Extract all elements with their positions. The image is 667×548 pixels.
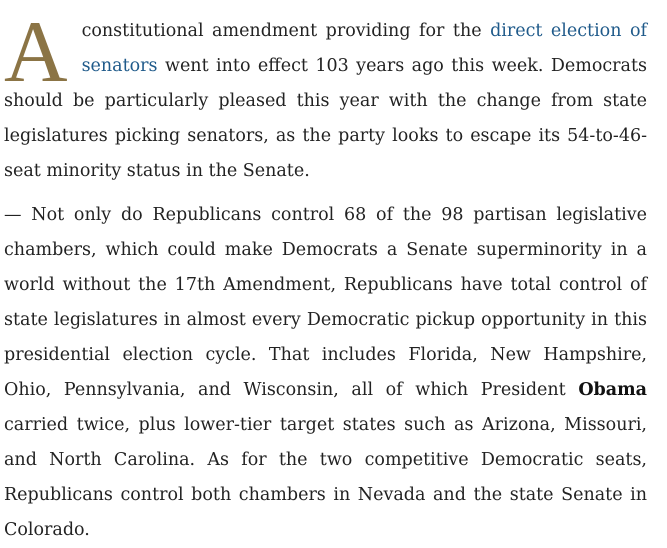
paragraph-2 <box>4 198 647 548</box>
paragraph-1-lead: constitutional amendment providing for the <box>81 21 491 41</box>
direct-election-link[interactable]: direct election of senators <box>81 21 647 76</box>
paragraph-1-rest: went into effect 103 years ago this week. Democrats should be particularly pleased this year with the change from state legislatures picking senators, as the party looks to escape its 54-to-46-seat minority status in the Senate. <box>4 56 647 181</box>
paragraph-1 <box>4 4 647 189</box>
paragraph-2-before-bold: — Not only do Republicans control 68 of the 98 partisan legislative chambers, which could make Democrats a Senate superminority in a world without the 17th Amendment, Republicans have total control of state legislatures in almost every Democratic pickup opportunity in this presidential election cycle. That includes Florida, New Hampshire, Ohio, Pennsylvania, and Wisconsin, all of which President <box>4 205 647 400</box>
drop-cap: A <box>4 4 68 101</box>
obama-name: Obama <box>578 380 647 400</box>
article-body <box>4 4 647 548</box>
paragraph-2-after-bold: carried twice, plus lower-tier target states such as Arizona, Missouri, and North Carolina. As for the two competitive Democratic seats, Republicans control both chambers in Nevada and the state Senate in Colorado. <box>4 415 647 540</box>
